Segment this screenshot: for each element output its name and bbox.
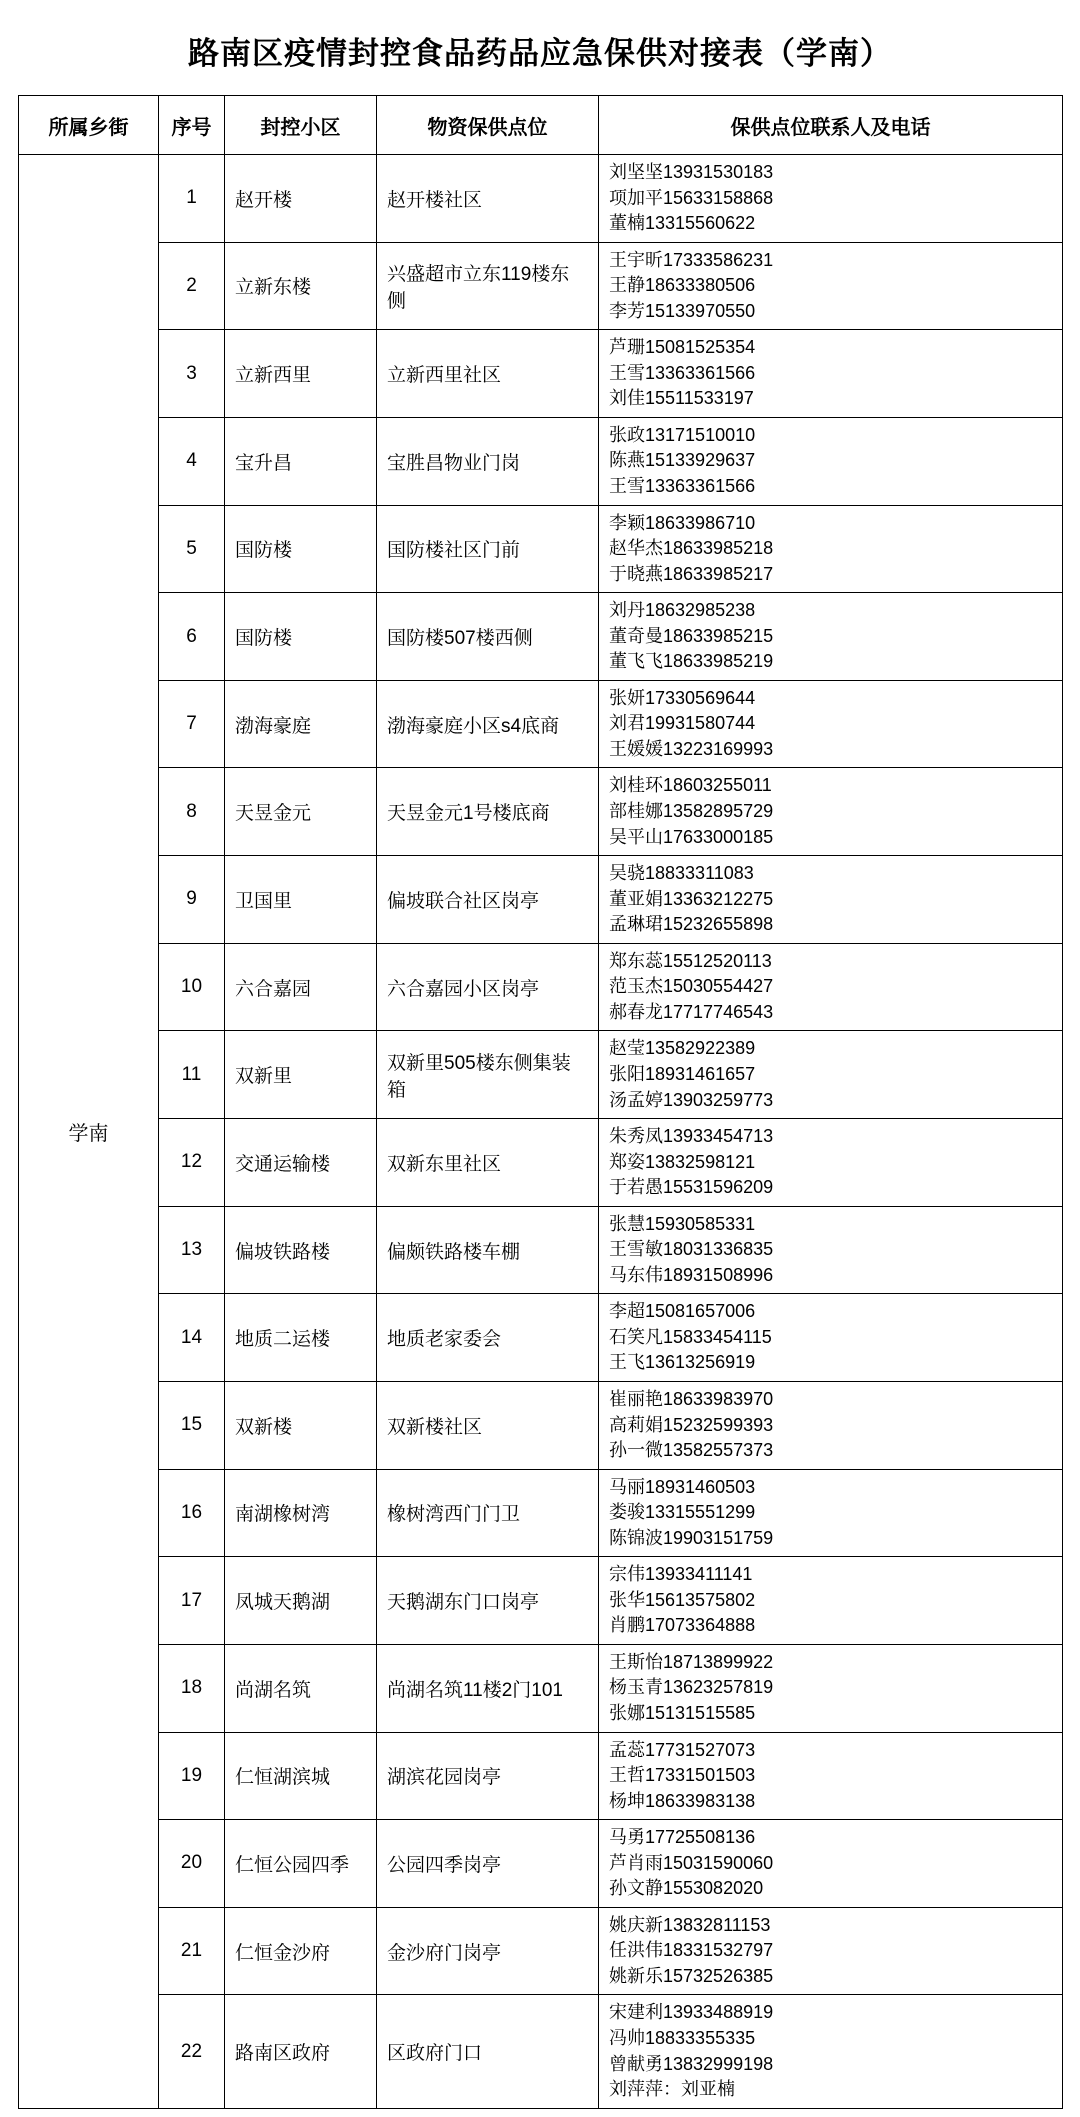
row-index-cell: 19 <box>159 1732 225 1820</box>
contacts-cell <box>599 593 1063 681</box>
contact-line: 张政13171510010 <box>609 424 756 445</box>
block-name-cell: 仁恒湖滨城 <box>225 1732 377 1820</box>
contact-line: 孟琳珺15232655898 <box>609 914 774 935</box>
contact-line: 刘佳15511533197 <box>609 388 754 409</box>
table-header <box>19 96 1063 155</box>
contacts-cell <box>599 1820 1063 1908</box>
contact-line: 吴平山17633000185 <box>609 826 774 847</box>
contact-line: 李芳15133970550 <box>609 300 756 321</box>
row-index-cell: 3 <box>159 330 225 418</box>
table-row <box>19 768 1063 856</box>
contacts-cell <box>599 680 1063 768</box>
table-row <box>19 593 1063 681</box>
contact-line: 赵莹13582922389 <box>609 1038 756 1059</box>
contact-line: 刘坚坚13931530183 <box>609 162 774 182</box>
contact-line: 李超15081657006 <box>609 1301 756 1322</box>
supply-contact-table <box>18 95 1063 2109</box>
table-row <box>19 1820 1063 1908</box>
contacts-cell <box>599 1644 1063 1732</box>
block-name-cell: 仁恒金沙府 <box>225 1907 377 1995</box>
town-cell: 学南 <box>19 155 159 2109</box>
row-index-cell: 9 <box>159 856 225 944</box>
table-row <box>19 330 1063 418</box>
contact-line: 郝春龙17717746543 <box>609 1001 774 1022</box>
contact-line: 崔丽艳18633983970 <box>609 1388 774 1409</box>
block-name-cell: 立新西里 <box>225 330 377 418</box>
block-name-cell: 卫国里 <box>225 856 377 944</box>
block-name-cell: 赵开楼 <box>225 155 377 243</box>
contact-line: 董亚娟13363212275 <box>609 888 774 909</box>
block-name-cell: 偏坡铁路楼 <box>225 1206 377 1294</box>
contact-line: 于若愚15531596209 <box>609 1177 774 1198</box>
contact-line: 范玉杰15030554427 <box>609 976 774 997</box>
contacts-cell <box>599 1206 1063 1294</box>
table-row <box>19 155 1063 243</box>
column-header-block: 封控小区 <box>225 96 377 155</box>
contacts-cell <box>599 1995 1063 2108</box>
contact-line: 马勇17725508136 <box>609 1827 756 1848</box>
row-index-cell: 4 <box>159 417 225 505</box>
block-name-cell: 交通运输楼 <box>225 1119 377 1207</box>
block-name-cell: 宝升昌 <box>225 417 377 505</box>
block-name-cell: 凤城天鹅湖 <box>225 1557 377 1645</box>
contact-line: 石笑凡15833454115 <box>609 1326 772 1347</box>
supply-point-cell: 双新东里社区 <box>377 1119 599 1207</box>
contacts-cell <box>599 1469 1063 1557</box>
contact-line: 刘丹18632985238 <box>609 600 756 621</box>
contact-line: 马东伟18931508996 <box>609 1264 774 1285</box>
row-index-cell: 8 <box>159 768 225 856</box>
contact-line: 王哲17331501503 <box>609 1765 756 1786</box>
contact-line: 王雪敏18031336835 <box>609 1239 774 1260</box>
supply-point-cell: 赵开楼社区 <box>377 155 599 243</box>
block-name-cell: 南湖橡树湾 <box>225 1469 377 1557</box>
row-index-cell: 17 <box>159 1557 225 1645</box>
contact-line: 董飞飞18633985219 <box>609 651 774 672</box>
supply-point-cell: 区政府门口 <box>377 1995 599 2108</box>
table-row <box>19 242 1063 330</box>
supply-point-cell: 橡树湾西门门卫 <box>377 1469 599 1557</box>
table-row <box>19 1907 1063 1995</box>
row-index-cell: 15 <box>159 1381 225 1469</box>
supply-point-cell: 湖滨花园岗亭 <box>377 1732 599 1820</box>
contact-line: 王媛媛13223169993 <box>609 738 774 759</box>
contact-line: 项加平15633158868 <box>609 187 774 208</box>
supply-point-cell: 尚湖名筑11楼2门101 <box>377 1644 599 1732</box>
block-name-cell: 仁恒公园四季 <box>225 1820 377 1908</box>
contact-line: 芦肖雨15031590060 <box>609 1852 774 1873</box>
contact-line: 郑姿13832598121 <box>609 1151 756 1172</box>
contact-line: 张华15613575802 <box>609 1589 756 1610</box>
page-title: 路南区疫情封控食品药品应急保供对接表（学南） <box>188 36 892 72</box>
table-body <box>19 155 1063 2109</box>
block-name-cell: 立新东楼 <box>225 242 377 330</box>
block-name-cell: 国防楼 <box>225 593 377 681</box>
block-name-cell: 地质二运楼 <box>225 1294 377 1382</box>
supply-point-cell: 地质老家委会 <box>377 1294 599 1382</box>
row-index-cell: 1 <box>159 155 225 243</box>
contact-line: 芦珊15081525354 <box>609 337 756 358</box>
contacts-cell <box>599 1557 1063 1645</box>
contact-line: 郑东蕊15512520113 <box>609 950 772 971</box>
table-row <box>19 1469 1063 1557</box>
supply-point-cell: 双新楼社区 <box>377 1381 599 1469</box>
row-index-cell: 21 <box>159 1907 225 1995</box>
block-name-cell: 渤海豪庭 <box>225 680 377 768</box>
contacts-cell <box>599 943 1063 1031</box>
contact-line: 王雪13363361566 <box>609 476 756 497</box>
contacts-cell <box>599 505 1063 593</box>
block-name-cell: 国防楼 <box>225 505 377 593</box>
supply-point-cell: 天鹅湖东门口岗亭 <box>377 1557 599 1645</box>
table-row <box>19 1644 1063 1732</box>
contact-line: 赵华杰18633985218 <box>609 538 774 559</box>
contacts-cell <box>599 768 1063 856</box>
column-header-index: 序号 <box>159 96 225 155</box>
contact-line: 高莉娟15232599393 <box>609 1414 774 1435</box>
contact-line: 张阳18931461657 <box>609 1063 756 1084</box>
contact-line: 曾献勇13832999198 <box>609 2053 774 2074</box>
row-index-cell: 18 <box>159 1644 225 1732</box>
supply-point-cell: 金沙府门岗亭 <box>377 1907 599 1995</box>
row-index-cell: 6 <box>159 593 225 681</box>
supply-point-cell: 偏颇铁路楼车棚 <box>377 1206 599 1294</box>
table-row <box>19 1119 1063 1207</box>
contacts-cell <box>599 856 1063 944</box>
table-row <box>19 856 1063 944</box>
contact-line: 部桂娜13582895729 <box>609 801 774 822</box>
block-name-cell: 天昱金元 <box>225 768 377 856</box>
block-name-cell: 六合嘉园 <box>225 943 377 1031</box>
table-row <box>19 1732 1063 1820</box>
block-name-cell: 双新里 <box>225 1031 377 1119</box>
contact-line: 王飞13613256919 <box>609 1352 756 1373</box>
row-index-cell: 20 <box>159 1820 225 1908</box>
table-row <box>19 1995 1063 2108</box>
contacts-cell <box>599 1907 1063 1995</box>
table-row <box>19 417 1063 505</box>
contact-line: 刘桂环18603255011 <box>609 775 772 796</box>
contacts-cell <box>599 1294 1063 1382</box>
table-row <box>19 1381 1063 1469</box>
column-header-contact: 保供点位联系人及电话 <box>599 96 1063 155</box>
table-row <box>19 943 1063 1031</box>
contact-line: 冯帅18833355335 <box>609 2028 756 2048</box>
supply-point-cell: 渤海豪庭小区s4底商 <box>377 680 599 768</box>
column-header-town: 所属乡街 <box>19 96 159 155</box>
contacts-cell <box>599 1732 1063 1820</box>
contact-line: 张娜15131515585 <box>609 1702 756 1723</box>
contact-line: 王雪13363361566 <box>609 362 756 383</box>
supply-point-cell: 国防楼507楼西侧 <box>377 593 599 681</box>
contact-line: 孙一微13582557373 <box>609 1440 774 1461</box>
supply-point-cell: 双新里505楼东侧集装箱 <box>377 1031 599 1119</box>
contact-line: 姚庆新13832811153 <box>609 1914 771 1935</box>
supply-point-cell: 国防楼社区门前 <box>377 505 599 593</box>
row-index-cell: 14 <box>159 1294 225 1382</box>
contact-line: 姚新乐15732526385 <box>609 1965 774 1986</box>
contact-line: 张慧15930585331 <box>609 1213 756 1234</box>
supply-point-cell: 立新西里社区 <box>377 330 599 418</box>
contacts-cell <box>599 330 1063 418</box>
contact-line: 杨坤18633983138 <box>609 1790 756 1811</box>
supply-point-cell: 天昱金元1号楼底商 <box>377 768 599 856</box>
contact-line: 于晓燕18633985217 <box>609 563 774 584</box>
contact-line: 刘萍萍：刘亚楠 <box>609 2079 735 2100</box>
table-row <box>19 1557 1063 1645</box>
contact-line: 陈燕15133929637 <box>609 450 756 471</box>
contacts-cell <box>599 1381 1063 1469</box>
table-header-row <box>19 96 1063 155</box>
table-row <box>19 1031 1063 1119</box>
contacts-cell <box>599 155 1063 243</box>
column-header-point: 物资保供点位 <box>377 96 599 155</box>
contact-line: 娄骏13315551299 <box>609 1502 756 1523</box>
contact-line: 孙文静1553082020 <box>609 1878 764 1899</box>
contact-line: 宋建利13933488919 <box>609 2002 774 2023</box>
contact-line: 肖鹏17073364888 <box>609 1615 756 1636</box>
contact-line: 董奇曼18633985215 <box>609 625 774 646</box>
row-index-cell: 16 <box>159 1469 225 1557</box>
contacts-cell <box>599 417 1063 505</box>
contact-line: 朱秀凤13933454713 <box>609 1126 774 1147</box>
table-row <box>19 1294 1063 1382</box>
contact-line: 汤孟婷13903259773 <box>609 1089 774 1110</box>
row-index-cell: 12 <box>159 1119 225 1207</box>
contacts-cell <box>599 1119 1063 1207</box>
block-name-cell: 双新楼 <box>225 1381 377 1469</box>
contact-line: 李颖18633986710 <box>609 512 756 533</box>
table-row <box>19 505 1063 593</box>
row-index-cell: 2 <box>159 242 225 330</box>
row-index-cell: 10 <box>159 943 225 1031</box>
block-name-cell: 路南区政府 <box>225 1995 377 2108</box>
contact-line: 刘君19931580744 <box>609 713 756 734</box>
contact-line: 王静18633380506 <box>609 275 756 296</box>
supply-point-cell: 偏坡联合社区岗亭 <box>377 856 599 944</box>
supply-point-cell: 宝胜昌物业门岗 <box>377 417 599 505</box>
row-index-cell: 13 <box>159 1206 225 1294</box>
supply-point-cell: 公园四季岗亭 <box>377 1820 599 1908</box>
contact-line: 王斯怡18713899922 <box>609 1651 774 1672</box>
row-index-cell: 5 <box>159 505 225 593</box>
contact-line: 任洪伟18331532797 <box>609 1940 774 1961</box>
table-row <box>19 1206 1063 1294</box>
contact-line: 董楠13315560622 <box>609 213 756 234</box>
row-index-cell: 7 <box>159 680 225 768</box>
row-index-cell: 22 <box>159 1995 225 2108</box>
contacts-cell <box>599 242 1063 330</box>
contact-line: 孟蕊17731527073 <box>609 1739 756 1760</box>
contact-line: 王宇昕17333586231 <box>609 249 774 270</box>
table-row <box>19 680 1063 768</box>
contact-line: 杨玉青13623257819 <box>609 1677 774 1698</box>
contact-line: 陈锦波19903151759 <box>609 1527 774 1548</box>
contact-line: 马丽18931460503 <box>609 1476 756 1497</box>
contact-line: 张妍17330569644 <box>609 687 756 708</box>
contact-line: 吴骁18833311083 <box>609 863 754 884</box>
contact-line: 宗伟13933411141 <box>609 1564 753 1585</box>
row-index-cell: 11 <box>159 1031 225 1119</box>
supply-point-cell: 兴盛超市立东119楼东侧 <box>377 242 599 330</box>
supply-point-cell: 六合嘉园小区岗亭 <box>377 943 599 1031</box>
block-name-cell: 尚湖名筑 <box>225 1644 377 1732</box>
contacts-cell <box>599 1031 1063 1119</box>
